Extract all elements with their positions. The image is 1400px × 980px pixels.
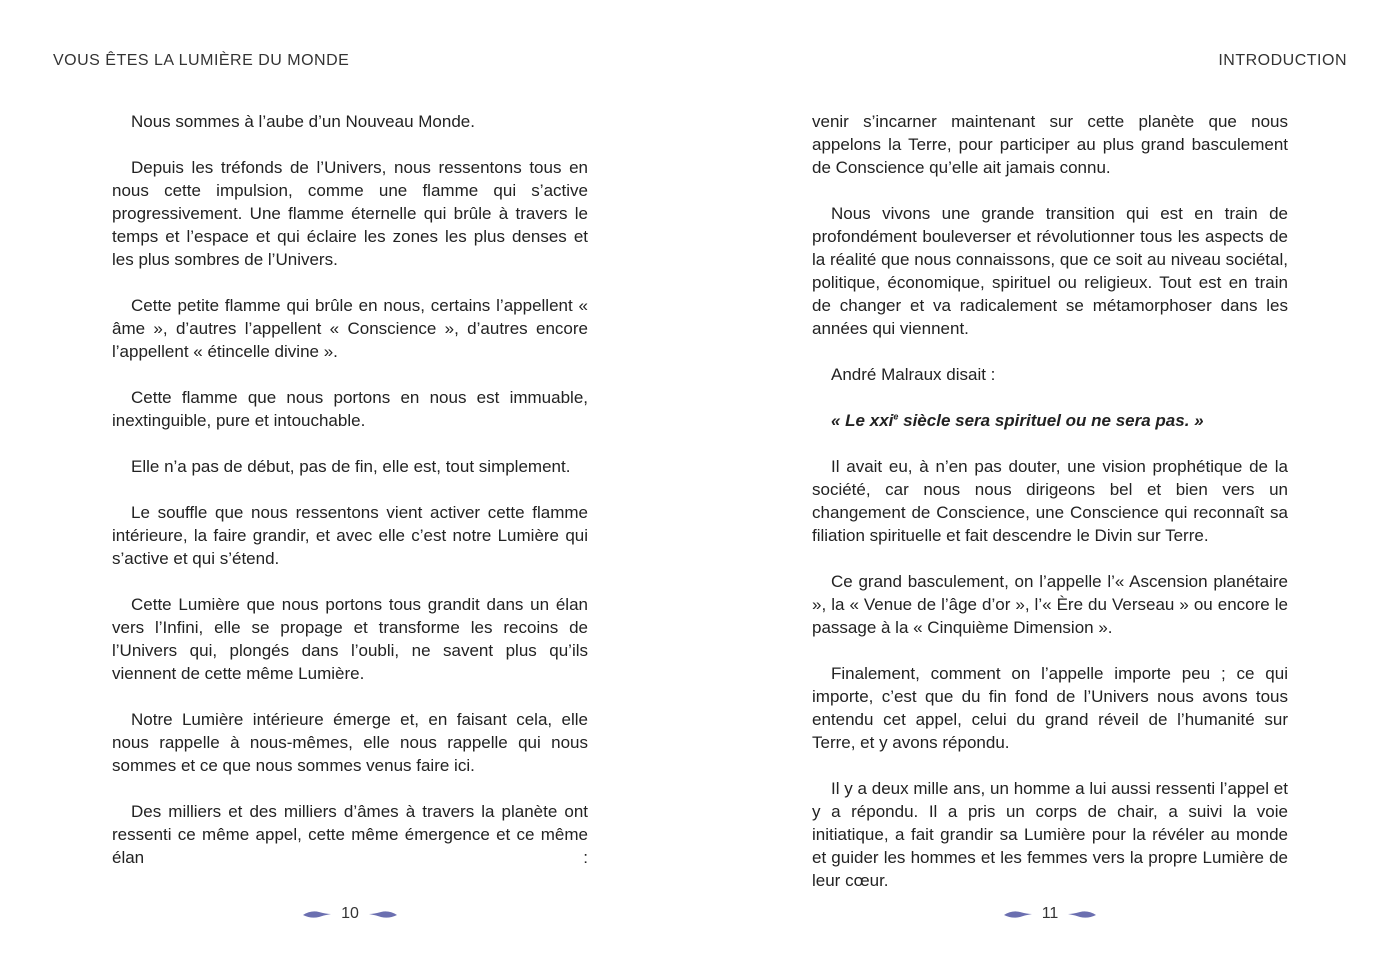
left-page-text bbox=[112, 110, 588, 892]
paragraph: Depuis les tréfonds de l’Univers, nous ressentons tous en nous cette impulsion, comme une flamme qui s’active progressivement. Une flamme éternelle qui brûle à travers le temps et l’espace et qui éclaire les zones les plus denses et les plus sombres de l’Univers. bbox=[112, 158, 588, 269]
paragraph: Des milliers et des milliers d’âmes à travers la planète ont ressenti ce même appel, cette même émergence et ce même élan : bbox=[112, 802, 588, 867]
paragraph: Il avait eu, à n’en pas douter, une vision prophétique de la société, car nous nous dirigeons bel et bien vers un changement de Conscience, une Conscience qui reconnaît sa filiation spirituelle et fait descendre le Divin sur Terre. bbox=[812, 457, 1288, 545]
paragraph: Notre Lumière intérieure émerge et, en faisant cela, elle nous rappelle à nous-mêmes, elle nous rappelle qui nous sommes et ce que nous sommes venus faire ici. bbox=[112, 710, 588, 775]
paragraph: Finalement, comment on l’appelle importe peu ; ce qui importe, c’est que du fin fond de l’Univers nous avons tous entendu cet appel, celui du grand réveil de l’humanité sur Terre, et y avons répondu. bbox=[812, 664, 1288, 752]
page-number-left bbox=[290, 905, 410, 923]
paragraph: Ce grand basculement, on l’appelle l’« Ascension planétaire », la « Venue de l’âge d’or », l’« Ère du Verseau » ou encore le passage à la « Cinquième Dimension ». bbox=[812, 572, 1288, 637]
paragraph: André Malraux disait : bbox=[831, 365, 996, 384]
running-head-right: INTRODUCTION bbox=[1218, 52, 1347, 69]
page-number-text: 10 bbox=[341, 905, 359, 922]
paragraph: Cette Lumière que nous portons tous grandit dans un élan vers l’Infini, elle se propage et transforme les recoins de l’Univers qui, plongés dans l’oubli, ne savent plus qu’ils viennent de cette même Lumière. bbox=[112, 595, 588, 683]
running-head-left: VOUS ÊTES LA LUMIÈRE DU MONDE bbox=[53, 52, 350, 69]
paragraph: Cette flamme que nous portons en nous est immuable, inextinguible, pure et intouchable. bbox=[112, 388, 588, 430]
quote-malraux bbox=[812, 409, 1288, 432]
paragraph: Il y a deux mille ans, un homme a lui aussi ressenti l’appel et y a répondu. Il a pris un corps de chair, a suivi la voie initiatique, a fait grandir sa Lumière pour la révéler au monde et guider les hommes et les femmes vers la propre Lumière de leur cœur. bbox=[812, 779, 1288, 890]
paragraph: Le souffle que nous ressentons vient activer cette flamme intérieure, la faire grandir, et avec elle c’est notre Lumière qui s’active et qui s’étend. bbox=[112, 503, 588, 568]
wave-ornament-icon bbox=[1004, 909, 1032, 919]
quote-after: siècle sera spirituel ou ne sera pas. » bbox=[898, 411, 1204, 430]
paragraph: Nous sommes à l’aube d’un Nouveau Monde. bbox=[131, 112, 475, 131]
wave-ornament-icon bbox=[303, 909, 331, 919]
wave-ornament-icon bbox=[1068, 909, 1096, 919]
wave-ornament-icon bbox=[369, 909, 397, 919]
right-page-text bbox=[812, 110, 1288, 915]
quote-century-sup: e bbox=[893, 411, 899, 422]
paragraph: Nous vivons une grande transition qui est en train de profondément bouleverser et révolutionner tous les aspects de la réalité que nous connaissons, que ce soit au niveau sociétal, politique, économique, spirituel ou religieux. Tout est en train de changer et va radicalement se métamorphoser dans les années qui viennent. bbox=[812, 204, 1288, 338]
page-number-right bbox=[990, 905, 1110, 923]
paragraph: Elle n’a pas de début, pas de fin, elle est, tout simplement. bbox=[131, 457, 571, 476]
quote-century: xxi bbox=[869, 411, 894, 430]
quote-before: « Le bbox=[831, 411, 870, 430]
paragraph: venir s’incarner maintenant sur cette planète que nous appelons la Terre, pour participer au plus grand basculement de Conscience qu’elle ait jamais connu. bbox=[812, 112, 1288, 177]
paragraph: Cette petite flamme qui brûle en nous, certains l’appellent « âme », d’autres l’appellent « Conscience », d’autres encore l’appellent « étincelle divine ». bbox=[112, 296, 588, 361]
page-number-text: 11 bbox=[1041, 905, 1059, 922]
